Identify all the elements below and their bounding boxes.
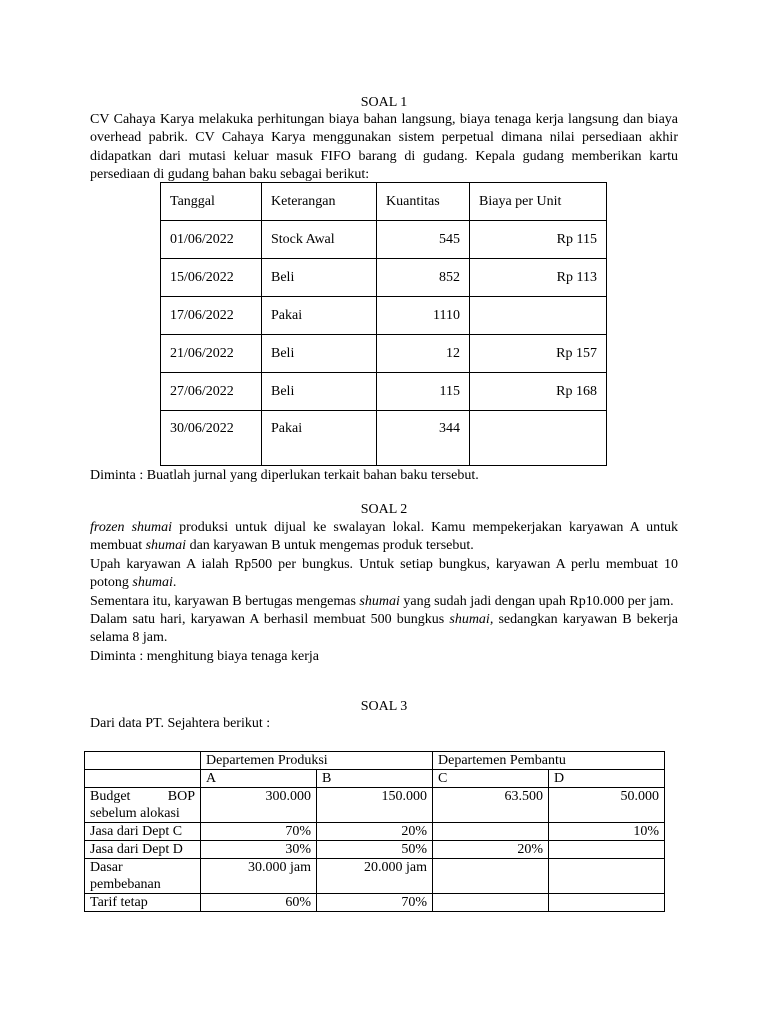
soal2-body [90, 519, 678, 666]
soal2-paragraph-4 [90, 611, 678, 648]
cell-value [433, 894, 549, 912]
col-d: D [549, 770, 665, 788]
group-produksi: Departemen Produksi [201, 752, 433, 770]
cell-value: 150.000 [317, 788, 433, 823]
cell-value [549, 859, 665, 894]
cell-keterangan: Beli [262, 373, 377, 411]
soal1-intro: CV Cahaya Karya melakuka perhitungan biaya bahan langsung, biaya tenaga kerja langsung dan biaya overhead pabrik. CV Cahaya Karya menggunakan sistem perpetual dimana nilai persediaan akhir didapatkan dari mutasi keluar masuk FIFO barang di gudang. Kepala gudang memberikan kartu persediaan di gudang bahan baku sebagai berikut: [90, 112, 678, 183]
text-span: dan karyawan B untuk mengemas produk tersebut. [186, 538, 474, 554]
cell-value: 20% [433, 841, 549, 859]
text-span: Budget [90, 789, 131, 804]
row-label-jasa-c: Jasa dari Dept C [85, 823, 201, 841]
cell-biaya: Rp 115 [470, 221, 607, 259]
row-label-budget [85, 788, 201, 823]
cell-value: 50% [317, 841, 433, 859]
soal1-title: SOAL 1 [360, 95, 408, 110]
soal2-paragraph-3 [90, 593, 678, 611]
table-row [85, 752, 665, 770]
cell-biaya: Rp 113 [470, 259, 607, 297]
cell-biaya: Rp 157 [470, 335, 607, 373]
table-row [161, 297, 607, 335]
text-span: BOP [167, 789, 195, 804]
cell-value [549, 841, 665, 859]
cell-kuantitas: 12 [377, 335, 470, 373]
header-kuantitas: Kuantitas [377, 183, 470, 221]
row-label-tarif: Tarif tetap [85, 894, 201, 912]
cell-kuantitas: 1110 [377, 297, 470, 335]
cell-value: 70% [201, 823, 317, 841]
text-span: Upah karyawan A ialah Rp500 per bungkus. Untuk setiap bungkus, karyawan A perlu membuat 10 potong [90, 556, 678, 591]
soal2-paragraph-1 [90, 519, 678, 556]
cell-tanggal: 30/06/2022 [161, 411, 262, 466]
italic-text: shumai [359, 593, 400, 609]
budget-label-line [90, 788, 195, 805]
text-span: Dalam satu hari, karyawan A berhasil membuat 500 bungkus [90, 612, 450, 628]
bop-allocation-table [84, 751, 665, 912]
cell-value: 50.000 [549, 788, 665, 823]
group-pembantu: Departemen Pembantu [433, 752, 665, 770]
cell-keterangan: Beli [262, 259, 377, 297]
col-c: C [433, 770, 549, 788]
table-row [85, 859, 665, 894]
cell-value: 60% [201, 894, 317, 912]
text-span: sedangkan karyawan B bekerja selama 8 jam. [90, 612, 678, 646]
empty-cell [85, 770, 201, 788]
cell-keterangan: Pakai [262, 411, 377, 466]
cell-tanggal: 17/06/2022 [161, 297, 262, 335]
soal3-intro: Dari data PT. Sejahtera berikut : [90, 716, 271, 731]
empty-cell [85, 752, 201, 770]
cell-value: 63.500 [433, 788, 549, 823]
cell-value: 70% [317, 894, 433, 912]
text-span: produksi untuk dijual ke swalayan lokal. Kamu mempekerjakan karyawan A untuk membuat [90, 520, 678, 554]
budget-label-line: sebelum alokasi [90, 806, 180, 821]
cell-biaya [470, 297, 607, 335]
cell-biaya [470, 411, 607, 466]
row-label-dasar: Dasar pembebanan [85, 859, 201, 894]
italic-text: shumai [145, 538, 187, 554]
text-span: Sementara itu, karyawan B bertugas mengemas [90, 593, 360, 609]
cell-keterangan: Stock Awal [262, 221, 377, 259]
cell-tanggal: 27/06/2022 [161, 373, 262, 411]
cell-value [433, 859, 549, 894]
table-header-row [161, 183, 607, 221]
italic-text: frozen shumai [90, 520, 173, 535]
cell-tanggal: 01/06/2022 [161, 221, 262, 259]
cell-value [433, 823, 549, 841]
italic-text: shumai [132, 575, 173, 591]
table-row [85, 894, 665, 912]
text-span: yang sudah jadi dengan upah Rp10.000 per jam. [399, 593, 674, 609]
cell-value: 30% [201, 841, 317, 859]
table-row [161, 221, 607, 259]
cell-kuantitas: 344 [377, 411, 470, 466]
cell-keterangan: Pakai [262, 297, 377, 335]
col-a: A [201, 770, 317, 788]
italic-text: shumai, [449, 612, 494, 628]
table-row [85, 770, 665, 788]
cell-value [549, 894, 665, 912]
table-row [161, 411, 607, 466]
header-biaya: Biaya per Unit [470, 183, 607, 221]
header-keterangan: Keterangan [262, 183, 377, 221]
table-row [85, 823, 665, 841]
cell-kuantitas: 545 [377, 221, 470, 259]
cell-tanggal: 21/06/2022 [161, 335, 262, 373]
cell-kuantitas: 115 [377, 373, 470, 411]
soal2-title: SOAL 2 [360, 502, 408, 517]
table-row [161, 259, 607, 297]
soal1-task: Diminta : Buatlah jurnal yang diperlukan terkait bahan baku tersebut. [90, 468, 479, 483]
cell-value: 30.000 jam [201, 859, 317, 894]
inventory-table [160, 182, 607, 466]
table-row [161, 335, 607, 373]
table-row [85, 841, 665, 859]
cell-value: 300.000 [201, 788, 317, 823]
cell-keterangan: Beli [262, 335, 377, 373]
col-b: B [317, 770, 433, 788]
cell-tanggal: 15/06/2022 [161, 259, 262, 297]
cell-value: 10% [549, 823, 665, 841]
cell-kuantitas: 852 [377, 259, 470, 297]
cell-value: 20% [317, 823, 433, 841]
text-span: . [172, 575, 177, 591]
header-tanggal: Tanggal [161, 183, 262, 221]
cell-value: 20.000 jam [317, 859, 433, 894]
table-row [85, 788, 665, 823]
soal2-paragraph-2 [90, 556, 678, 593]
soal3-title: SOAL 3 [360, 699, 408, 714]
row-label-jasa-d: Jasa dari Dept D [85, 841, 201, 859]
table-row [161, 373, 607, 411]
soal2-task: Diminta : menghitung biaya tenaga kerja [90, 648, 319, 664]
cell-biaya: Rp 168 [470, 373, 607, 411]
